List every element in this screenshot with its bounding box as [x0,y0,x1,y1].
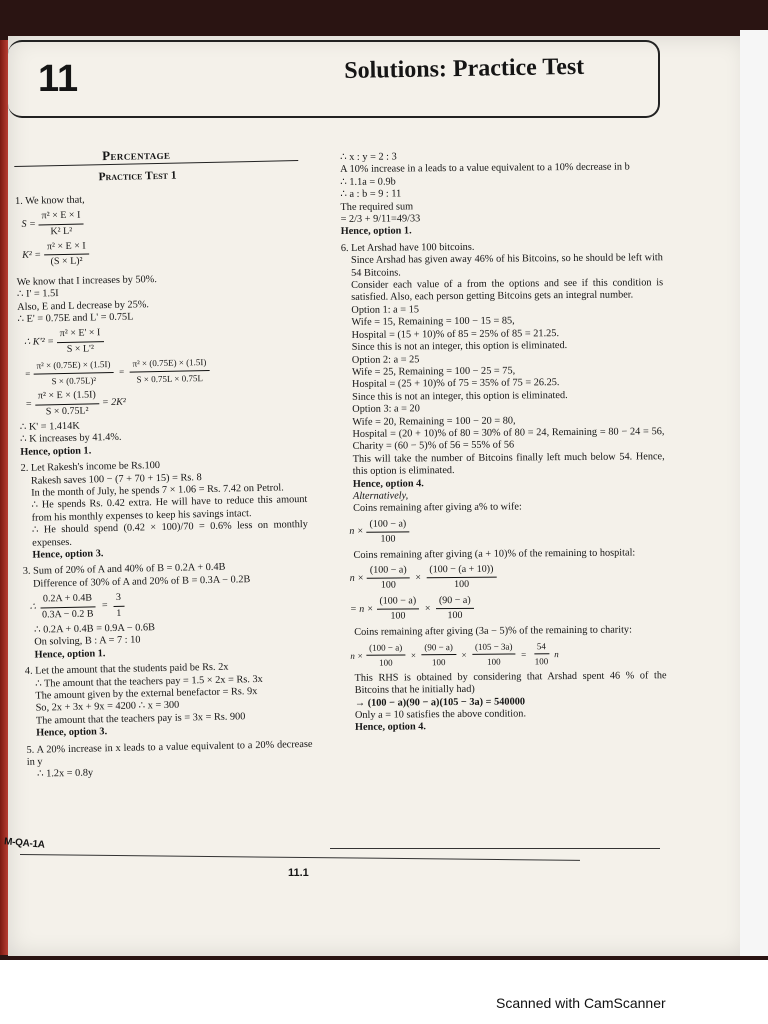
numerator: π² × E' × I [57,328,104,343]
solution-line: ∴ K' = 1.414K [19,420,80,433]
solution-line: Difference of 30% of A and 20% of B = 0.3A − 0.2B [32,573,251,590]
solution-5-continued [340,149,663,239]
solution-line: Hospital = (20 + 10)% of 80 = 30% of 80 = 24, Remaining = 80 − 24 = 56, Charity = (60 − 5)% of 56 = 55% of 56 [352,426,665,453]
solution-line: Wife = 25, Remaining = 100 − 25 = 75, [351,365,516,378]
section-title: Percentage [101,146,171,164]
solution-1 [15,190,306,459]
solution-line: 2. Let Rakesh's income be Rs.100 [20,460,161,475]
solution-line: Wife = 15, Remaining = 100 − 15 = 85, [351,315,515,329]
solution-line: We know that I increases by 50%. [16,273,157,288]
fraction [426,564,496,592]
denominator: 100 [431,657,446,668]
formula-lhs: = [25,398,33,410]
page-number: 11.1 [288,867,309,879]
solution-2 [21,457,309,562]
formula [350,639,666,670]
scan-right-margin [740,30,768,956]
solution-line: Since this is not an integer, this option is eliminated. [352,389,568,403]
scanner-watermark: Scanned with CamScanner [496,995,666,1011]
solution-line: In the month of July, he spends 7 × 1.06 = Rs. 7.42 on Petrol. [31,482,284,499]
solution-line: ∴ a : b = 9 : 11 [340,188,402,201]
solution-3 [23,560,311,662]
denominator: 100 [447,610,463,622]
numerator: π² × (0.75E) × (1.5I) [129,356,209,372]
formula [21,205,302,239]
fraction [421,641,456,669]
solution-line: ∴ E' = 0.75E and L' = 0.75L [17,311,134,326]
answer-line: Hence, option 1. [340,225,412,238]
fraction [39,593,97,622]
fraction [436,595,474,623]
numerator: 0.2A + 0.4B [40,593,95,609]
formula-lhs: ∴ [29,601,37,613]
solution-line: ∴ I' = 1.5I [16,288,59,301]
book-code: M-QA-1A [3,836,46,851]
operator: = [118,366,125,377]
numerator: (100 − a) [376,595,419,610]
numerator: (100 − a) [366,518,409,533]
solution-line: Only a = 10 satisfies the above condition. [354,708,527,721]
chapter-number: 11 [38,58,79,100]
numerator: π² × (0.75E) × (1.5I) [33,358,113,374]
numerator: (100 − a) [367,564,410,579]
fraction [57,328,104,357]
solution-line: = 2/3 + 9/11=49/33 [340,213,421,226]
formula-lhs: n × [350,650,364,661]
fraction [35,389,100,418]
answer-line: Hence, option 3. [32,548,104,561]
denominator: 100 [380,533,396,545]
formula-lhs: = [24,368,31,379]
fraction [33,358,113,387]
solution-line: So, 2x + 3x + 9x = 4200 ∴ x = 300 [35,700,180,715]
solution-line: ∴ 1.1a = 0.9b [340,176,396,188]
answer-line: Hence, option 1. [20,445,92,458]
formula-lhs: n × [349,572,365,584]
solution-line: 3. Sum of 20% of A and 40% of B = 0.2A + 0.4B [22,562,226,578]
solution-line: This RHS is obtained by considering that Arshad spent 46 % of the Bitcoins that he initially had) [354,670,667,697]
formula-lhs: n × [349,526,364,538]
denominator: S × L'² [66,343,95,355]
denominator: 100 [390,610,406,622]
fraction [44,240,89,269]
solution-line: Hospital = (25 + 10)% of 75 = 35% of 75 = 26.25. [351,377,560,391]
footer-rule [330,848,660,849]
denominator: S × (0.75L)² [51,375,97,386]
formula [24,354,305,388]
numerator: (100 − (a + 10)) [426,564,496,579]
denominator: 100 [453,579,470,591]
fraction [367,564,410,592]
solution-line: Rakesh saves 100 − (7 + 70 + 15) = Rs. 8 [30,471,202,487]
denominator: 100 [534,656,549,667]
chapter-title: Solutions: Practice Test [344,53,585,84]
formula-lhs: ∴ K'² = [23,336,55,349]
solution-line: Hospital = (15 + 10)% of 85 = 25% of 85 = 21.25. [351,327,560,341]
numerator: π² × E × (1.5I) [35,389,99,405]
solution-line: Since this is not an integer, this option is eliminated. [351,340,568,353]
formula [25,385,306,419]
solution-line: Coins remaining after giving (3a − 5)% of the remaining to charity: [354,624,632,638]
solution-line: The amount given by the external benefactor = Rs. 9x [35,686,258,702]
operator: × [414,572,422,584]
fraction [366,518,409,546]
formula-lhs: K² = [22,249,42,261]
solution-line: 4. Let the amount that the students paid be Rs. 2x [24,661,229,678]
fraction [472,641,516,669]
solution-line: Wife = 20, Remaining = 100 − 20 = 80, [352,415,516,428]
numerator: 3 [113,592,124,607]
denominator: 0.3A − 0.2 B [41,608,94,621]
formula-tail: n [554,648,559,659]
denominator: (S × L)² [50,256,83,268]
numerator: (90 − a) [421,641,456,656]
solution-line: ∴ He should spend (0.42 × 100)/70 = 0.6% less on monthly expenses. [31,519,308,549]
fraction [366,641,405,669]
formula [22,236,303,270]
solution-line: 5. A 20% increase in x leads to a value equivalent to a 20% decrease in y [26,738,313,768]
fraction [129,356,209,385]
formula [29,588,310,622]
solution-4 [25,660,312,740]
formula [350,593,666,624]
numerator: π² × E × I [38,210,83,225]
solution-6 [341,240,667,735]
operator: × [410,650,417,661]
solution-line: Also, E and L decrease by 25%. [17,298,150,313]
formula-lhs: = n × [349,603,374,615]
solution-line: ∴ The amount that the teachers pay = 1.5 × 2x = Rs. 3x [35,673,263,690]
answer-line: Hence, option 1. [34,648,106,661]
denominator: 100 [487,657,501,668]
fraction [532,640,552,668]
formula-lhs: S = [21,218,36,230]
solution-line: ∴ 0.2A + 0.4B = 0.9A − 0.6B [33,622,156,636]
solution-line: Consider each value of a from the options and see if this condition is satisfied. Also, each person getting Bitcoins gets an integral number. [351,277,664,304]
denominator: 100 [380,579,396,592]
numerator: (90 − a) [436,595,474,610]
numerator: (105 − 3a) [472,641,516,656]
numerator: 54 [534,640,549,655]
solution-line: This will take the number of Bitcoins finally left much below 54. Hence, this option is eliminated. [352,450,665,478]
denominator: K² L² [50,225,73,237]
solution-line: On solving, B : A = 7 : 10 [34,634,141,649]
left-column [14,146,313,782]
solution-line: Option 2: a = 25 [351,353,420,366]
solution-line: A 10% increase in a leads to a value equivalent to a 10% decrease in b [340,161,630,176]
answer-line: Hence, option 3. [36,726,108,739]
solution-line: ∴ x : y = 2 : 3 [340,151,397,163]
formula [349,516,665,547]
formula [350,562,666,593]
solution-5 [26,739,313,782]
solution-line: Coins remaining after giving (a + 10)% of the remaining to hospital: [353,547,636,561]
numerator: π² × E × I [44,240,89,255]
solution-line: Alternatively, [352,490,409,502]
fraction [376,595,419,623]
operator: = [520,649,527,660]
denominator: S × 0.75L² [45,404,89,417]
solution-line: Option 1: a = 15 [351,304,420,316]
formula [24,323,305,357]
formula-rhs: = 2K² [101,396,126,409]
solution-line: → (100 − a)(90 − a)(105 − 3a) = 540000 [354,696,526,709]
section-subtitle: Practice Test 1 [98,170,177,184]
solution-line: The required sum [340,200,414,213]
denominator: 1 [116,607,122,619]
operator: × [460,649,468,660]
solution-line: ∴ K increases by 41.4%. [19,432,122,446]
operator: = [101,600,109,612]
operator: × [424,602,432,614]
answer-line: Hence, option 4. [354,721,427,734]
solution-line: Coins remaining after giving a% to wife: [353,501,522,515]
answer-line: Hence, option 4. [352,477,424,490]
solution-line: ∴ 1.2x = 0.8y [36,767,94,781]
numerator: (100 − a) [366,641,405,656]
denominator: 100 [379,657,393,669]
right-column [340,149,667,735]
fraction [38,210,83,239]
solution-line: The amount that the teachers pay is = 3x = Rs. 900 [35,711,246,727]
solution-line: 6. Let Arshad have 100 bitcoins. [340,241,475,254]
solution-line: Since Arshad has given away 46% of his Bitcoins, so he should be left with 54 Bitcoins. [350,252,663,279]
denominator: S × 0.75L × 0.75L [136,372,204,385]
solution-line: ∴ He spends Rs. 0.42 extra. He will have to reduce this amount from his monthly expenses to keep his savings intact. [31,494,308,524]
solution-line: Option 3: a = 20 [352,403,420,416]
fraction [113,592,125,620]
solution-line: 1. We know that, [14,194,85,207]
